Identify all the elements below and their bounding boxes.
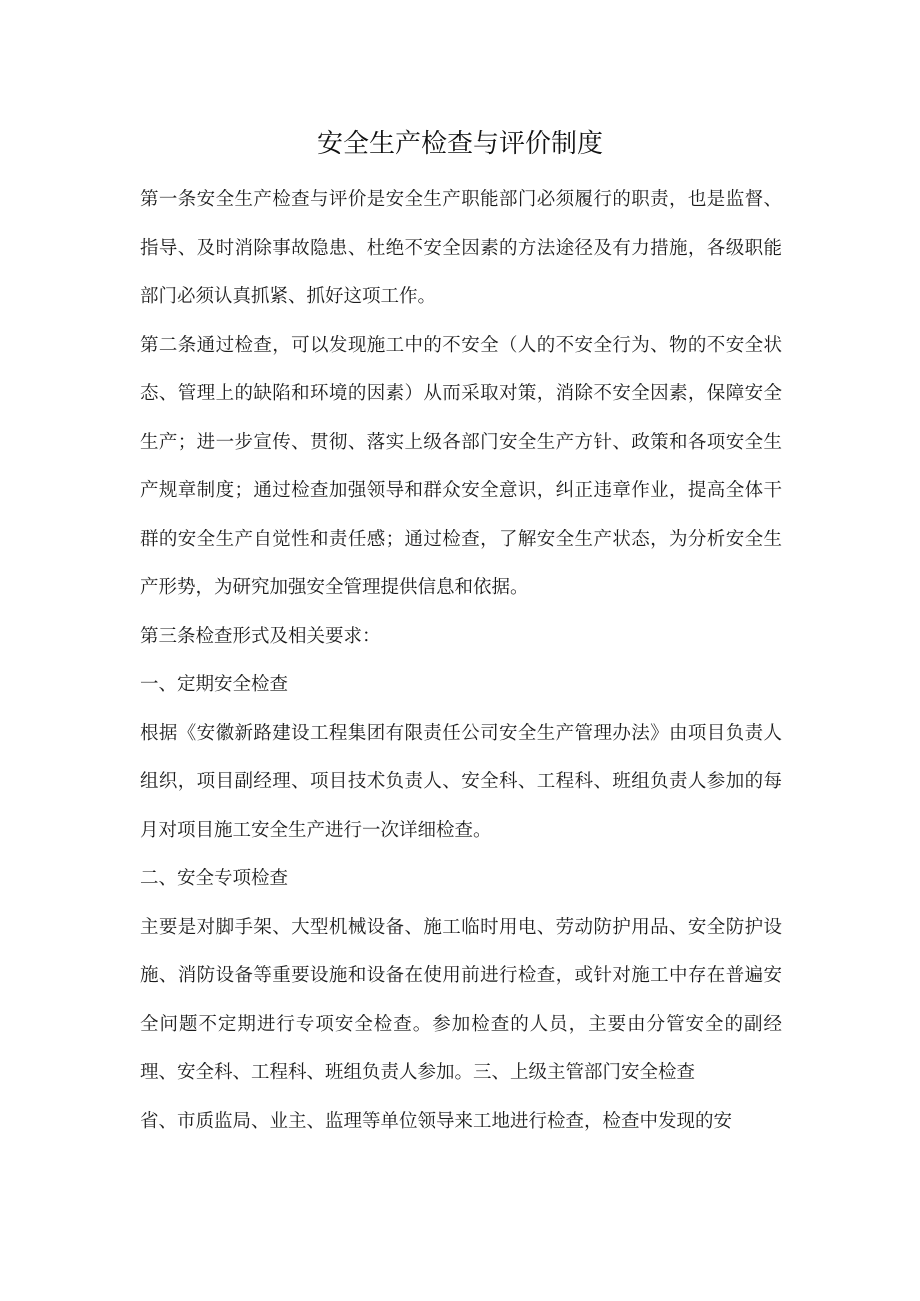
- document-title: 安全生产检查与评价制度: [316, 129, 603, 159]
- paragraph-special-inspection: 主要是对脚手架、大型机械设备、施工临时用电、劳动防护用品、安全防护设施、消防设备等重要设施和设备在使用前进行检查，或针对施工中存在普遍安全问题不定期进行专项安全检查。参加检查的人员，主要由分管安全的副经理、安全科、工程科、班组负责人参加。三、上级主管部门安全检查: [140, 916, 782, 1083]
- section-heading-special-inspection: 二、安全专项检查: [140, 868, 289, 889]
- paragraph-article-2: 第二条通过检查，可以发现施工中的不安全（人的不安全行为、物的不安全状态、管理上的缺陷和环境的因素）从而采取对策，消除不安全因素，保障安全生产；进一步宣传、贯彻、落实上级各部门安全生产方针、政策和各项安全生产规章制度；通过检查加强领导和群众安全意识，纠正违章作业，提高全体干群的安全生产自觉性和责任感；通过检查，了解安全生产状态，为分析安全生产形势，为研究加强安全管理提供信息和依据。: [140, 334, 782, 598]
- paragraph-superior-inspection: 省、市质监局、业主、监理等单位领导来工地进行检查，检查中发现的安: [140, 1110, 733, 1132]
- paragraph-article-1: 第一条安全生产检查与评价是安全生产职能部门必须履行的职责，也是监督、指导、及时消除事故隐患、杜绝不安全因素的方法途径及有力措施，各级职能部门必须认真抓紧、抓好这项工作。: [140, 189, 782, 307]
- paragraph-periodic-inspection: 根据《安徽新路建设工程集团有限责任公司安全生产管理办法》由项目负责人组织，项目副经理、项目技术负责人、安全科、工程科、班组负责人参加的每月对项目施工安全生产进行一次详细检查。: [140, 722, 782, 841]
- section-heading-periodic-inspection: 一、定期安全检查: [140, 674, 289, 695]
- paragraph-article-3: 第三条检查形式及相关要求：: [140, 625, 381, 647]
- document-body: [140, 176, 782, 1146]
